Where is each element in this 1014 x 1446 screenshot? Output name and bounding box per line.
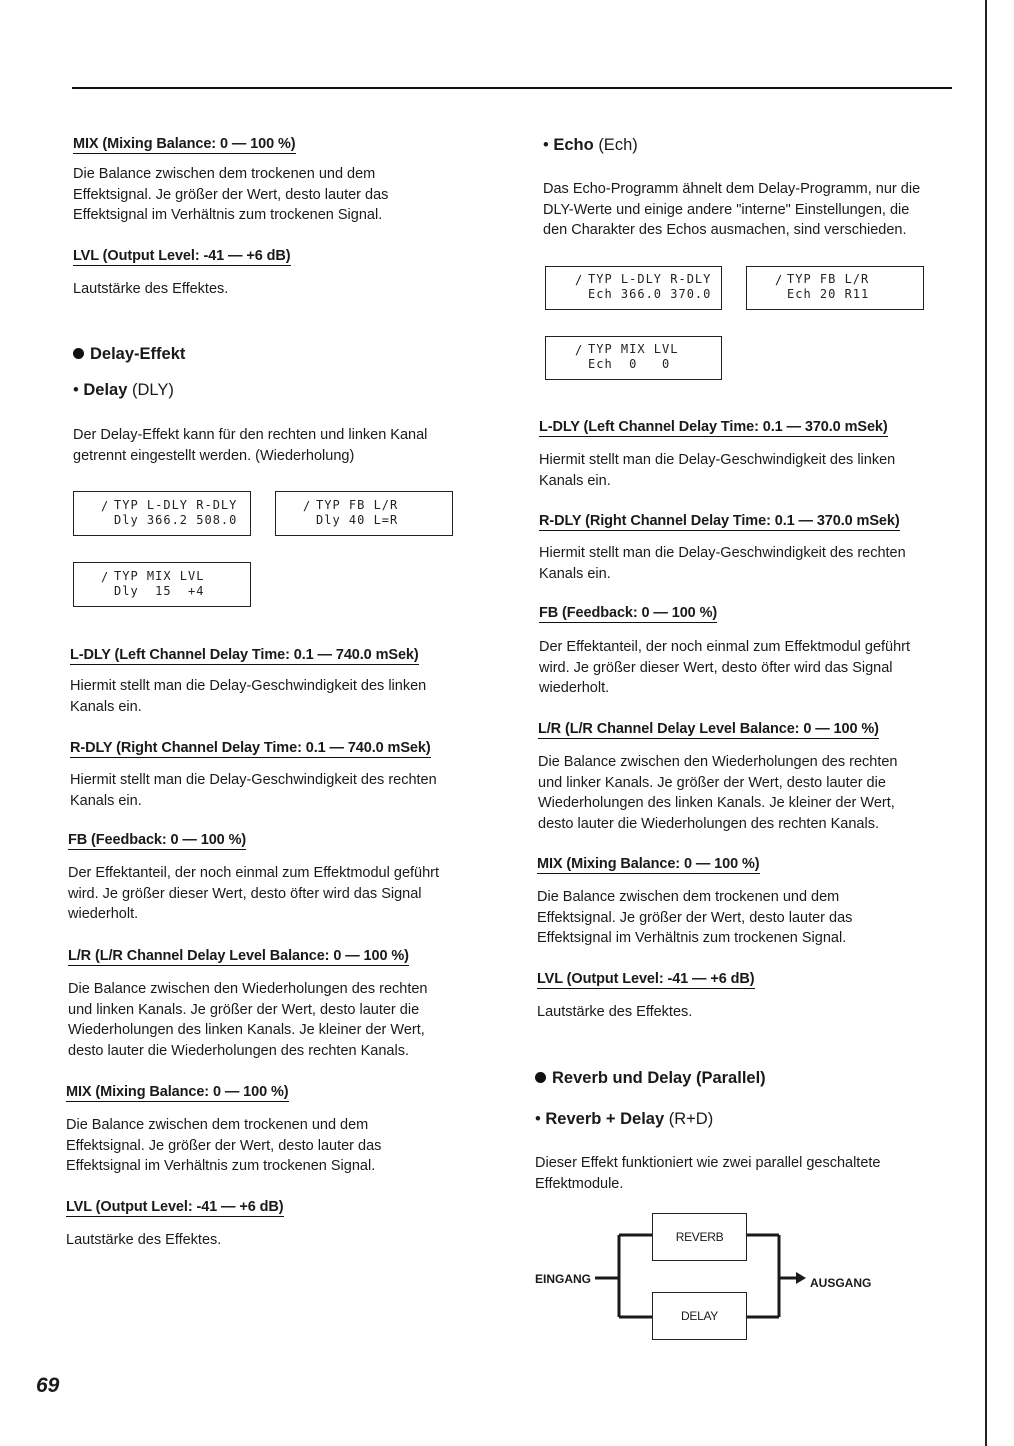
text-line: Effektsignal im Verhältnis zum trockenen Signal. <box>73 207 383 224</box>
text-line: wiederholt. <box>68 906 139 923</box>
text-line: wird. Je größer dieser Wert, desto öfter wird das Signal <box>68 885 422 902</box>
cursor-icon: / <box>575 343 583 357</box>
lcd-line: TYP MIX LVL <box>588 342 679 356</box>
sub-bold: Echo <box>553 136 594 154</box>
text-line: desto lauter die Wiederholungen des rechten Kanals. <box>68 1042 409 1059</box>
cursor-icon: / <box>775 273 783 287</box>
text-line: Effektsignal im Verhältnis zum trockenen Signal. <box>537 930 847 947</box>
fb-text <box>539 637 910 699</box>
bullet-icon <box>535 1072 546 1083</box>
text-line: Die Balance zwischen den Wiederholungen des rechten <box>68 981 428 997</box>
section-heading-delay <box>73 345 185 364</box>
text-line: Wiederholungen des linken Kanals. Je kleiner der Wert, <box>538 795 895 812</box>
input-label: EINGANG <box>535 1272 592 1286</box>
reverb-delay-intro <box>535 1153 881 1194</box>
output-arrow-icon <box>796 1272 806 1284</box>
text-line: Die Balance zwischen dem trockenen und dem <box>66 1117 369 1133</box>
lr-heading: L/R (L/R Channel Delay Level Balance: 0 — 100 %) <box>68 948 409 964</box>
lcd-line: Ech 366.0 370.0 <box>588 287 712 301</box>
reverb-box: REVERB <box>652 1213 747 1261</box>
text-line: den Charakter des Echos ausmachen, sind verschieden. <box>543 222 907 239</box>
text-line: wird. Je größer dieser Wert, desto öfter wird das Signal <box>539 659 893 676</box>
ldly-heading: L-DLY (Left Channel Delay Time: 0.1 — 740.0 mSek) <box>70 647 419 663</box>
lr-text <box>68 979 428 1061</box>
lr-text <box>538 752 898 834</box>
text-line: Kanals ein. <box>70 698 142 715</box>
lr-heading: L/R (L/R Channel Delay Level Balance: 0 — 100 %) <box>538 721 879 737</box>
sub-plain: (Ech) <box>598 136 638 154</box>
mix-text <box>73 164 388 226</box>
sub-bold: Delay <box>83 381 128 399</box>
delay-box: DELAY <box>652 1292 747 1340</box>
lcd-line: Dly 366.2 508.0 <box>114 513 238 527</box>
text-line: Der Effektanteil, der noch einmal zum Effektmodul geführt <box>539 639 911 655</box>
echo-subheading: • Echo (Ech) <box>543 136 638 154</box>
rdly-heading: R-DLY (Right Channel Delay Time: 0.1 — 740.0 mSek) <box>70 740 431 756</box>
text-line: und linker Kanals. Je größer der Wert, desto lauter die <box>538 774 886 791</box>
rdly-heading: R-DLY (Right Channel Delay Time: 0.1 — 370.0 mSek) <box>539 513 900 529</box>
ldly-heading: L-DLY (Left Channel Delay Time: 0.1 — 370.0 mSek) <box>539 419 888 435</box>
lcd-line: Dly 15 +4 <box>114 584 205 598</box>
text-line: DLY-Werte und einige andere "interne" Einstellungen, die <box>543 201 910 218</box>
lvl-heading: LVL (Output Level: -41 — +6 dB) <box>537 971 755 987</box>
lcd-display <box>73 491 251 536</box>
delay-subheading: • Delay (DLY) <box>73 381 174 399</box>
text-line: desto lauter die Wiederholungen des rechten Kanals. <box>538 815 879 832</box>
section-title: Reverb und Delay (Parallel) <box>552 1069 766 1087</box>
text-line: und linken Kanals. Je größer der Wert, desto lauter die <box>68 1001 420 1018</box>
lcd-line: TYP MIX LVL <box>114 569 205 583</box>
lcd-line: Ech 20 R11 <box>787 287 870 301</box>
lcd-display <box>545 266 722 310</box>
cursor-icon: / <box>575 273 583 287</box>
text-line: wiederholt. <box>539 680 610 697</box>
text-line: Effektsignal. Je größer der Wert, desto lauter das <box>66 1137 382 1154</box>
top-rule <box>72 87 952 89</box>
mix2-text <box>66 1115 381 1177</box>
mix-heading: MIX (Mixing Balance: 0 — 100 %) <box>73 136 296 152</box>
text-line: Der Delay-Effekt kann für den rechten und linken Kanal <box>73 427 428 443</box>
parallel-diagram <box>533 1205 883 1345</box>
ldly-text <box>539 450 895 491</box>
lvl-text: Lautstärke des Effektes. <box>537 1004 693 1020</box>
lcd-line: Ech 0 0 <box>588 357 671 371</box>
text-line: Der Effektanteil, der noch einmal zum Effektmodul geführt <box>68 865 440 881</box>
section-title: Delay-Effekt <box>90 345 186 363</box>
lvl-text: Lautstärke des Effektes. <box>73 281 229 297</box>
mix-text <box>537 887 852 949</box>
cursor-icon: / <box>101 570 109 584</box>
text-line: Wiederholungen des linken Kanals. Je kleiner der Wert, <box>68 1022 425 1039</box>
page-number: 69 <box>36 1374 60 1397</box>
cursor-icon: / <box>303 499 311 513</box>
fb-heading: FB (Feedback: 0 — 100 %) <box>539 605 718 621</box>
delay-intro <box>73 425 427 466</box>
text-line: Hiermit stellt man die Delay-Geschwindigkeit des linken <box>539 452 896 468</box>
reverb-delay-subheading: • Reverb + Delay (R+D) <box>535 1110 714 1128</box>
page-edge <box>985 0 987 1446</box>
sub-plain: (R+D) <box>668 1110 714 1128</box>
output-label: AUSGANG <box>810 1276 872 1290</box>
lcd-line: Dly 40 L=R <box>316 513 399 527</box>
lcd-line: TYP FB L/R <box>316 498 399 512</box>
text-line: Effektsignal im Verhältnis zum trockenen Signal. <box>66 1158 376 1175</box>
cursor-icon: / <box>101 499 109 513</box>
text-line: Effektmodule. <box>535 1175 624 1192</box>
lcd-line: TYP L-DLY R-DLY <box>588 272 712 286</box>
text-line: Effektsignal. Je größer der Wert, desto lauter das <box>537 909 853 926</box>
fb-heading: FB (Feedback: 0 — 100 %) <box>68 832 247 848</box>
text-line: Hiermit stellt man die Delay-Geschwindigkeit des linken <box>70 678 427 694</box>
lvl2-heading: LVL (Output Level: -41 — +6 dB) <box>66 1199 284 1215</box>
text-line: Die Balance zwischen dem trockenen und dem <box>73 166 376 182</box>
lcd-line: TYP L-DLY R-DLY <box>114 498 238 512</box>
text-line: Hiermit stellt man die Delay-Geschwindigkeit des rechten <box>70 772 437 788</box>
text-line: Kanals ein. <box>70 792 142 809</box>
text-line: Die Balance zwischen dem trockenen und dem <box>537 889 840 905</box>
lcd-display <box>275 491 453 536</box>
mix-heading: MIX (Mixing Balance: 0 — 100 %) <box>537 856 760 872</box>
lcd-display <box>73 562 251 607</box>
bullet-icon <box>73 348 84 359</box>
text-line: Die Balance zwischen den Wiederholungen des rechten <box>538 754 898 770</box>
lcd-display <box>746 266 924 310</box>
lcd-line: TYP FB L/R <box>787 272 870 286</box>
mix2-heading: MIX (Mixing Balance: 0 — 100 %) <box>66 1084 289 1100</box>
echo-intro <box>543 179 920 241</box>
text-line: Kanals ein. <box>539 472 611 489</box>
fb-text <box>68 863 439 925</box>
sub-bold: Reverb + Delay <box>545 1110 665 1128</box>
sub-plain: (DLY) <box>132 381 174 399</box>
rdly-text <box>70 770 437 811</box>
text-line: Kanals ein. <box>539 565 611 582</box>
ldly-text <box>70 676 426 717</box>
section-heading-reverb-delay <box>535 1069 766 1088</box>
lcd-display <box>545 336 722 380</box>
text-line: Effektsignal. Je größer der Wert, desto lauter das <box>73 186 389 203</box>
lvl2-text: Lautstärke des Effektes. <box>66 1232 222 1248</box>
lvl-heading: LVL (Output Level: -41 — +6 dB) <box>73 248 291 264</box>
text-line: Das Echo-Programm ähnelt dem Delay-Programm, nur die <box>543 181 921 197</box>
text-line: Dieser Effekt funktioniert wie zwei parallel geschaltete <box>535 1155 881 1171</box>
text-line: getrennt eingestellt werden. (Wiederholung) <box>73 447 355 464</box>
text-line: Hiermit stellt man die Delay-Geschwindigkeit des rechten <box>539 545 906 561</box>
rdly-text <box>539 543 906 584</box>
